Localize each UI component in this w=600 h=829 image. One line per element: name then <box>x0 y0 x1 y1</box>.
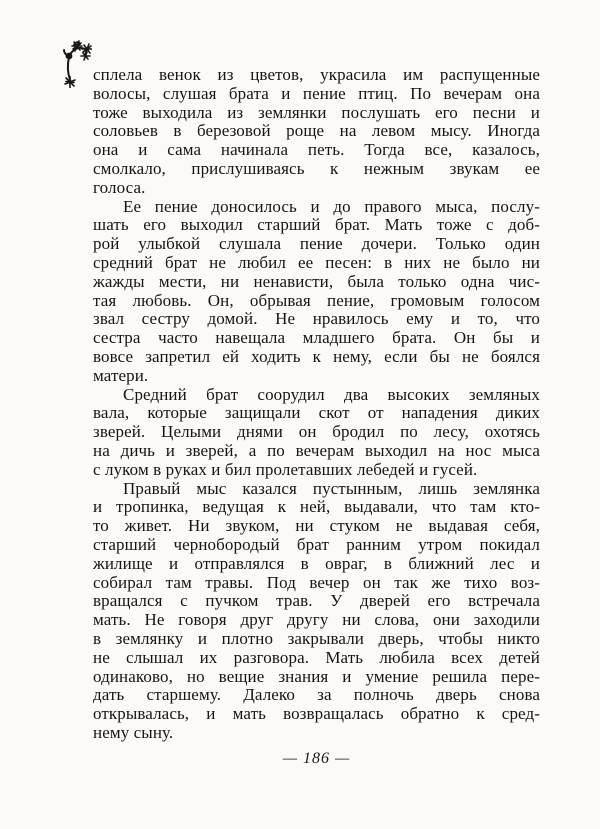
floral-sprig-ornament-icon <box>57 40 92 88</box>
text-line: открывалась, и мать возвращалась обратно к сред- <box>93 704 540 724</box>
text-line: матери. <box>93 365 149 385</box>
text-line: одинаково, но вещие знания и умение решила пере- <box>93 666 540 686</box>
text-line: звал сестру домой. Не нравилось ему и то, что <box>93 309 540 329</box>
text-line: нему сыну. <box>93 722 174 742</box>
paragraph <box>93 480 540 743</box>
text-line: тая любовь. Он, обрывая пение, громовым голосом <box>93 290 540 310</box>
text-line: она и сама начинала петь. Тогда все, казалось, <box>93 140 540 160</box>
text-line: голоса. <box>93 177 146 197</box>
text-line: Правый мыс казался пустынным, лишь землянка <box>123 478 540 498</box>
text-line: сестра часто навещала младшего брата. Он бы и <box>93 328 540 348</box>
text-line: на дичь и зверей, а по вечерам выходил на нос мыса <box>93 440 540 460</box>
text-line: вала, которые защищали скот от нападения диких <box>93 403 540 423</box>
text-line: собирал там травы. Под вечер он так же тихо воз- <box>93 572 540 592</box>
paragraph <box>93 66 540 198</box>
text-line: тоже выходила из землянки послушать его песни и <box>93 102 540 122</box>
text-line: то живет. Ни звуком, ни стуком не выдавая себя, <box>93 516 540 536</box>
text-line: смолкало, прислушиваясь к нежным звукам ее <box>93 158 540 178</box>
text-line: Ее пение доносилось и до правого мыса, послу- <box>123 196 540 216</box>
text-line: шать его выходил старший брат. Мать тоже с доб- <box>93 215 540 235</box>
text-line: старший чернобородый брат ранним утром покидал <box>93 534 540 554</box>
text-line: в землянку и плотно закрывали дверь, чтобы никто <box>93 628 540 648</box>
paragraph <box>93 386 540 480</box>
page-text <box>93 66 540 743</box>
text-line: жажды мести, ни ненависти, была только одна чис- <box>93 271 540 291</box>
text-line: волосы, слушая брата и пение птиц. По вечерам она <box>93 83 540 103</box>
text-line: дать старшему. Далеко за полночь дверь снова <box>93 685 540 705</box>
text-line: мать. Не говоря друг другу ни слова, они заходили <box>93 610 540 630</box>
text-line: жилище и отправлялся в овраг, в ближний лес и <box>93 553 540 573</box>
text-line: сплела венок из цветов, украсила им распущенные <box>93 65 540 84</box>
text-line: рой улыбкой слушала пение дочери. Только один <box>93 234 540 254</box>
text-line: средний брат не любил ее песен: в них не было ни <box>93 252 540 272</box>
page-number: — 186 — <box>282 750 351 767</box>
text-line: соловьев в березовой роще на левом мысу. Иногда <box>93 121 540 141</box>
text-line: вовсе запретил ей ходить к нему, если бы не боялся <box>93 346 540 366</box>
paragraph <box>93 198 540 386</box>
text-line: Средний брат соорудил два высоких земляных <box>123 384 540 404</box>
text-line: вращался с пучком трав. У дверей его встречала <box>93 591 540 611</box>
text-line: зверей. Целыми днями он бродил по лесу, охотясь <box>93 422 540 442</box>
text-line: и тропинка, ведущая к ней, выдавали, что там кто- <box>93 497 540 517</box>
text-line: не слышал их разговора. Мать любила всех детей <box>93 647 540 667</box>
text-line: с луком в руках и бил пролетавших лебедей и гусей. <box>93 459 478 479</box>
